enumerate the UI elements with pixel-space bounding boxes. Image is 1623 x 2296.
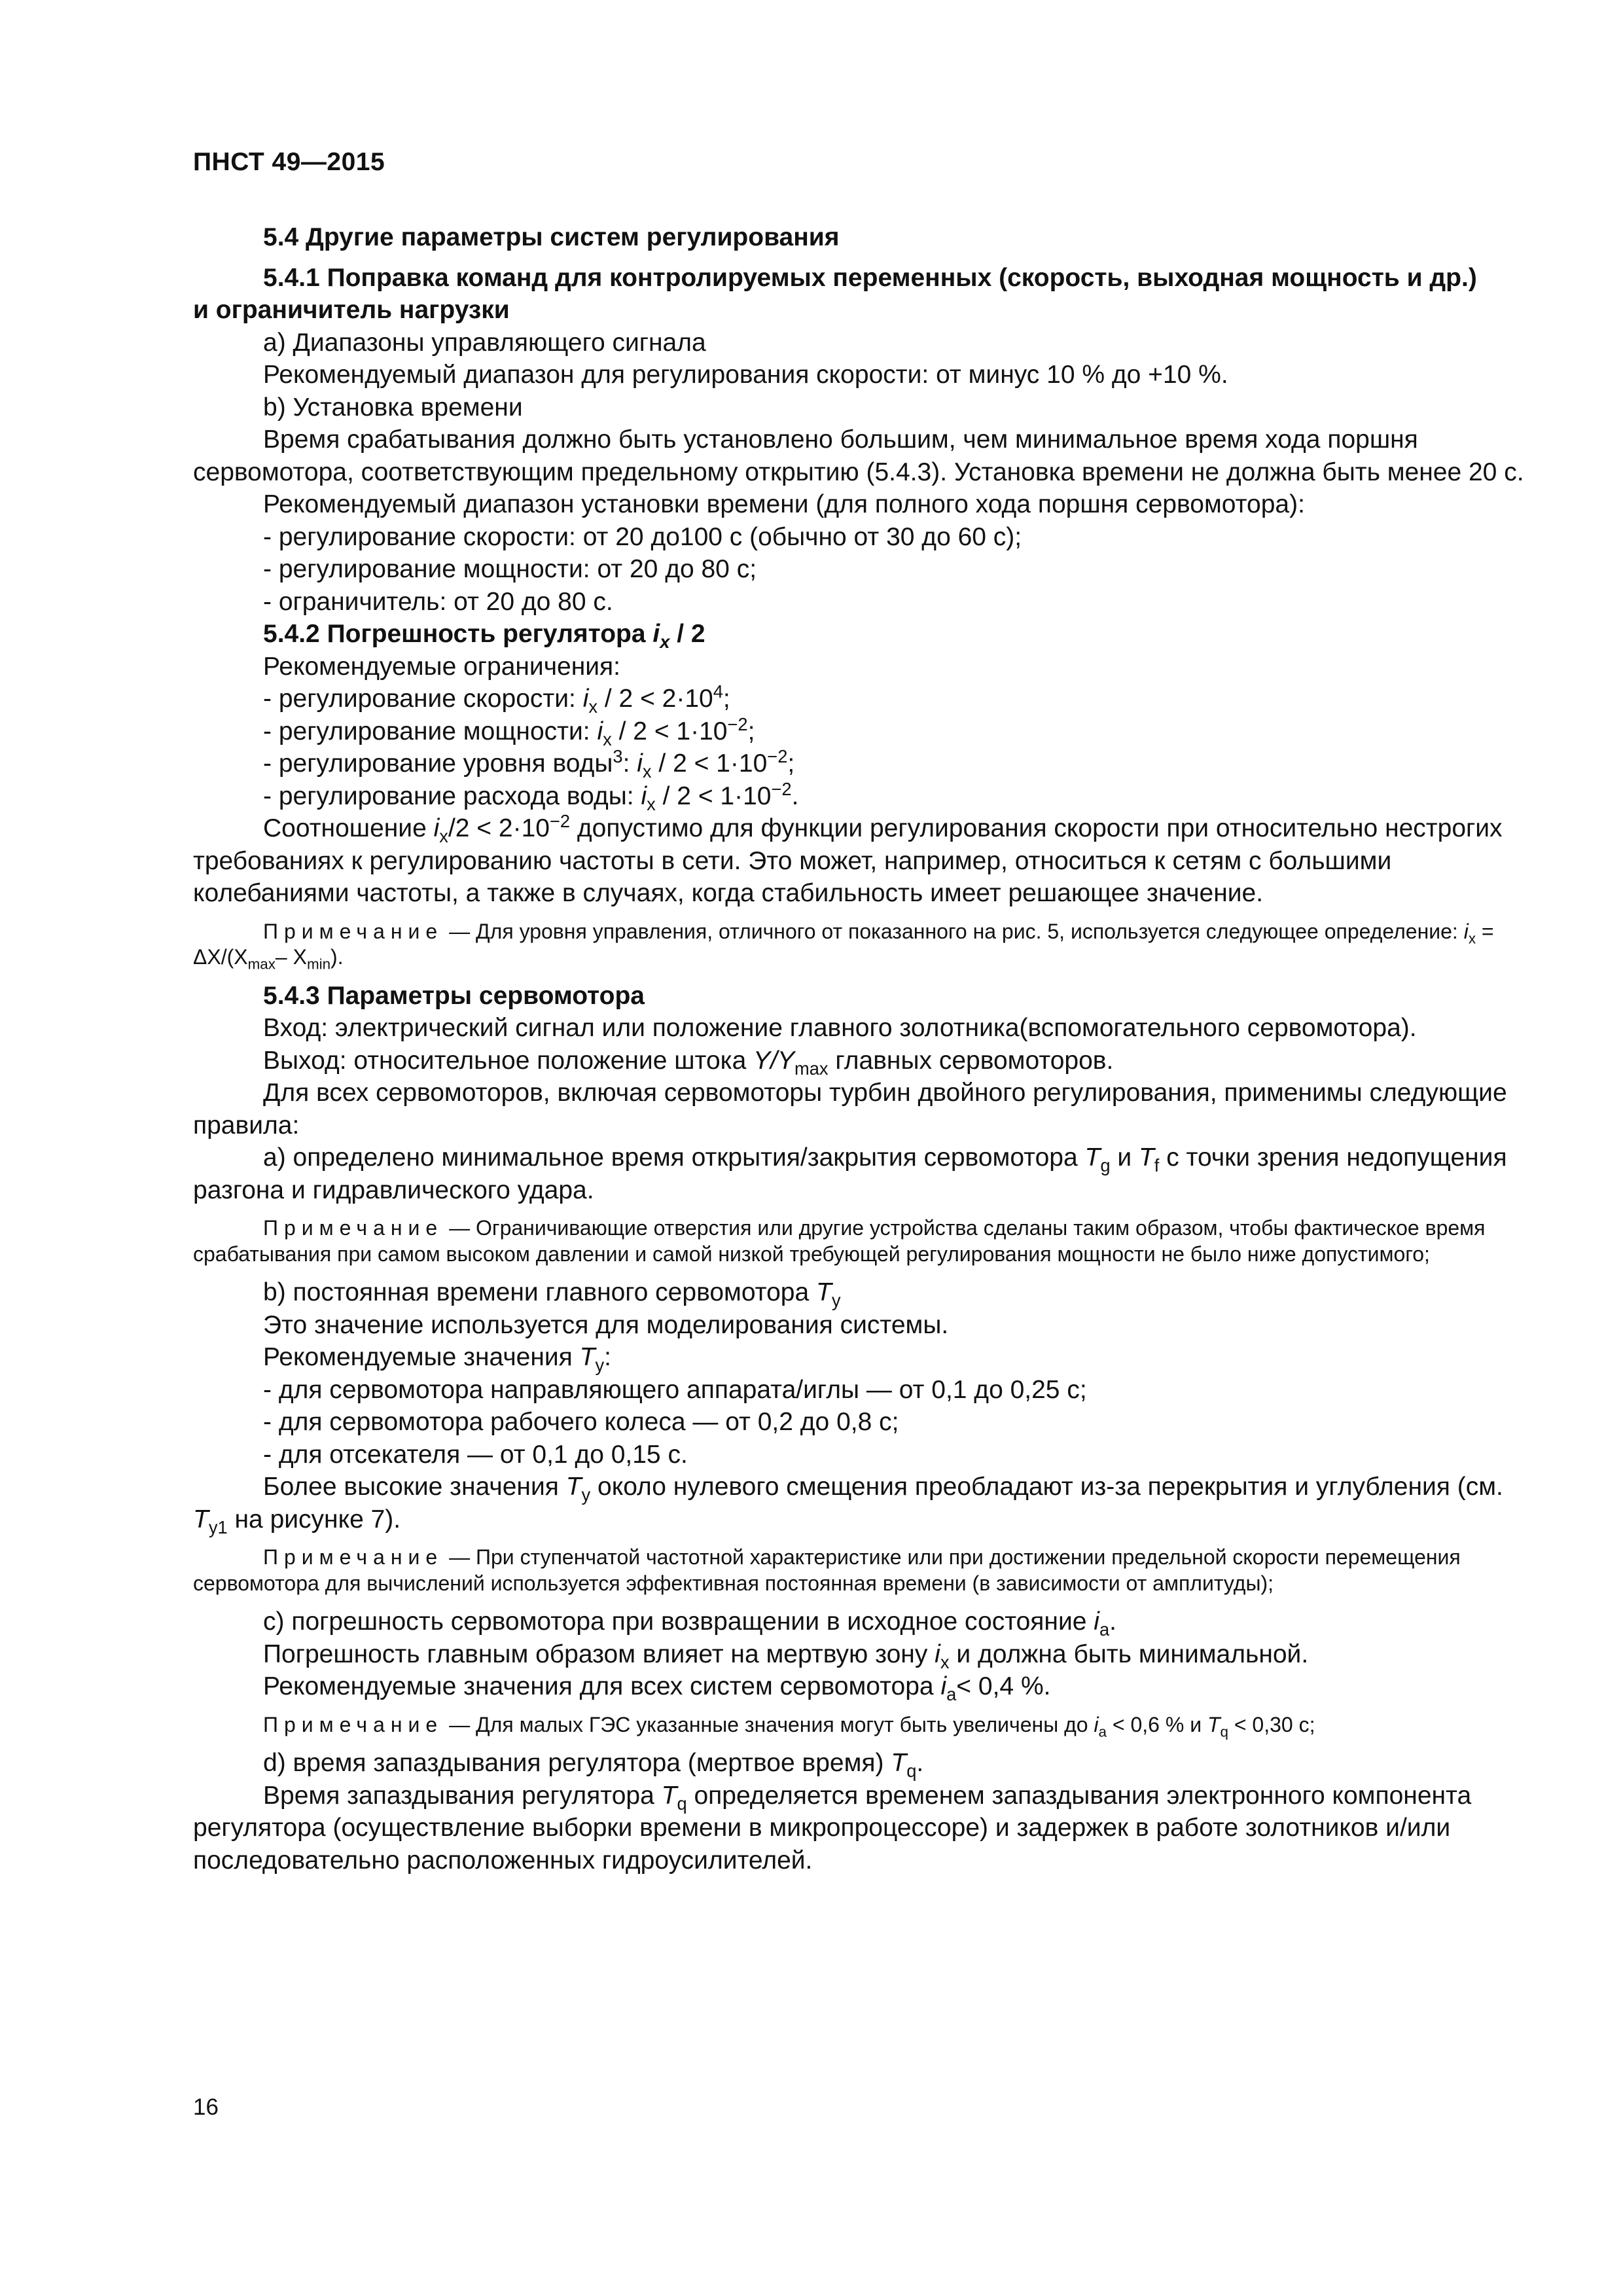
list-item: - для сервомотора рабочего колеса — от 0,2 до 0,8 с; <box>263 1408 899 1436</box>
list-item: - ограничитель: от 20 до 80 с. <box>263 587 613 616</box>
section-5-4-title: 5.4 Другие параметры систем регулирования <box>263 223 840 251</box>
paragraph: Для всех сервомоторов, включая сервомоторы турбин двойного регулирования, применимы следующие правила: <box>193 1079 1507 1139</box>
paragraph: Рекомендуемые значения $T_y$: <box>263 1343 611 1375</box>
paragraph: Рекомендуемые значения для всех систем сервомотора $i_a< 0,4$ %. <box>263 1672 1051 1704</box>
list-item: - регулирование скорости: $i_x / 2 < 2\cdot 10^4$; <box>263 681 730 717</box>
list-item: - регулирование мощности: $i_x / 2 < 1\cdot 10^{-2}$; <box>263 713 755 749</box>
paragraph: Рекомендуемый диапазон установки времени (для полного хода поршня сервомотора): <box>263 490 1305 518</box>
document-header: ПНСТ 49—2015 <box>193 148 385 176</box>
note: Примечание — Ограничивающие отверстия или другие устройства сделаны таким образом, чтобы фактическое время срабатывания при самом высоком давлении и самой низкой требующей регулирования мощности не было ниже допустимого; <box>193 1216 1486 1266</box>
item-a: а) определено минимальное время открытия/закрытия сервомотора $T_g$ и $T_f$ с точки зрения недопущения разгона и гидравлического удара. <box>193 1143 1507 1204</box>
note: Примечание — При ступенчатой частотной характеристике или при достижении предельной скорости перемещения сервомотора для вычислений используется эффективная постоянная времени (в зависимости от амплитуды); <box>193 1545 1461 1595</box>
document-body <box>193 221 1528 1876</box>
section-5-4-2-title: 5.4.2 Погрешность регулятора $i_x / 2$ <box>263 620 705 652</box>
item-c: с) погрешность сервомотора при возвращении в исходное состояние $i_a$. <box>263 1607 1116 1640</box>
page-number: 16 <box>193 2094 219 2120</box>
item-a: а) Диапазоны управляющего сигнала <box>263 328 706 357</box>
item-b: b) постоянная времени главного сервомотора $T_y$ <box>263 1278 841 1310</box>
list-item: - регулирование расхода воды: $i_x / 2 < 1\cdot 10^{-2}$. <box>263 778 799 814</box>
paragraph: Более высокие значения $T_y$ около нулевого смещения преобладают из-за перекрытия и углубления (см. $T_{y1}$ на рисунке 7). <box>193 1473 1503 1537</box>
list-item: - регулирование скорости: от 20 до100 с (обычно от 30 до 60 с); <box>263 522 1022 551</box>
paragraph: Вход: электрический сигнал или положение главного золотника(вспомогательного сервомотора). <box>263 1014 1417 1042</box>
list-item: - для сервомотора направляющего аппарата/иглы — от 0,1 до 0,25 с; <box>263 1375 1087 1404</box>
list-item: - регулирование уровня воды$^3$: $i_x / 2 < 1\cdot 10^{-2}$; <box>263 746 795 781</box>
note: Примечание — Для уровня управления, отличного от показанного на рис. 5, используется следующее определение: $i_x = \Delta X/(X_{max}-$ $X_{min}$). <box>193 919 1494 973</box>
item-d: d) время запаздывания регулятора (мертвое время) $T_q$. <box>263 1749 924 1781</box>
list-item: - для отсекателя — от 0,1 до 0,15 с. <box>263 1440 688 1469</box>
paragraph: Время запаздывания регулятора $T_q$ определяется временем запаздывания электронного компонента регулятора (осуществление выборки времени в микропроцессоре) и задержек в работе золотников и/или последовательно расположенных гидроусилителей. <box>193 1781 1472 1874</box>
list-item: - регулирование мощности: от 20 до 80 с; <box>263 555 757 583</box>
item-b: b) Установка времени <box>263 393 523 422</box>
paragraph: Это значение используется для моделирования системы. <box>263 1310 949 1339</box>
paragraph: Погрешность главным образом влияет на мертвую зону $i_x$ и должна быть минимальной. <box>263 1640 1309 1672</box>
section-5-4-3-title: 5.4.3 Параметры сервомотора <box>263 981 645 1010</box>
paragraph: Рекомендуемые ограничения: <box>263 652 620 681</box>
note: Примечание — Для малых ГЭС указанные значения могут быть увеличены до $i_a < 0,6$ % и $T_q < 0,30$ с; <box>263 1712 1315 1740</box>
paragraph: Время срабатывания должно быть установлено большим, чем минимальное время хода поршня сервомотора, соответствующим предельному открытию (5.4.3). Установка времени не должна быть менее 20 с. <box>193 425 1524 486</box>
paragraph: Выход: относительное положение штока $Y/Y_{max}$ главных сервомоторов. <box>263 1046 1114 1079</box>
paragraph: Рекомендуемый диапазон для регулирования скорости: от минус 10 % до +10 %. <box>263 361 1228 389</box>
paragraph: Соотношение $i_x/2 < 2\cdot 10^{-2}$ допустимо для функции регулирования скорости при относительно нестрогих требованиях к регулированию частоты в сети. Это может, например, относиться к сетям с большими колебаниями частоты, а также в случаях, когда стабильность имеет решающее значение. <box>193 811 1503 907</box>
section-5-4-1-title: 5.4.1 Поправка команд для контролируемых переменных (скорость, выходная мощность и др.) и ограничитель нагрузки <box>193 263 1477 324</box>
